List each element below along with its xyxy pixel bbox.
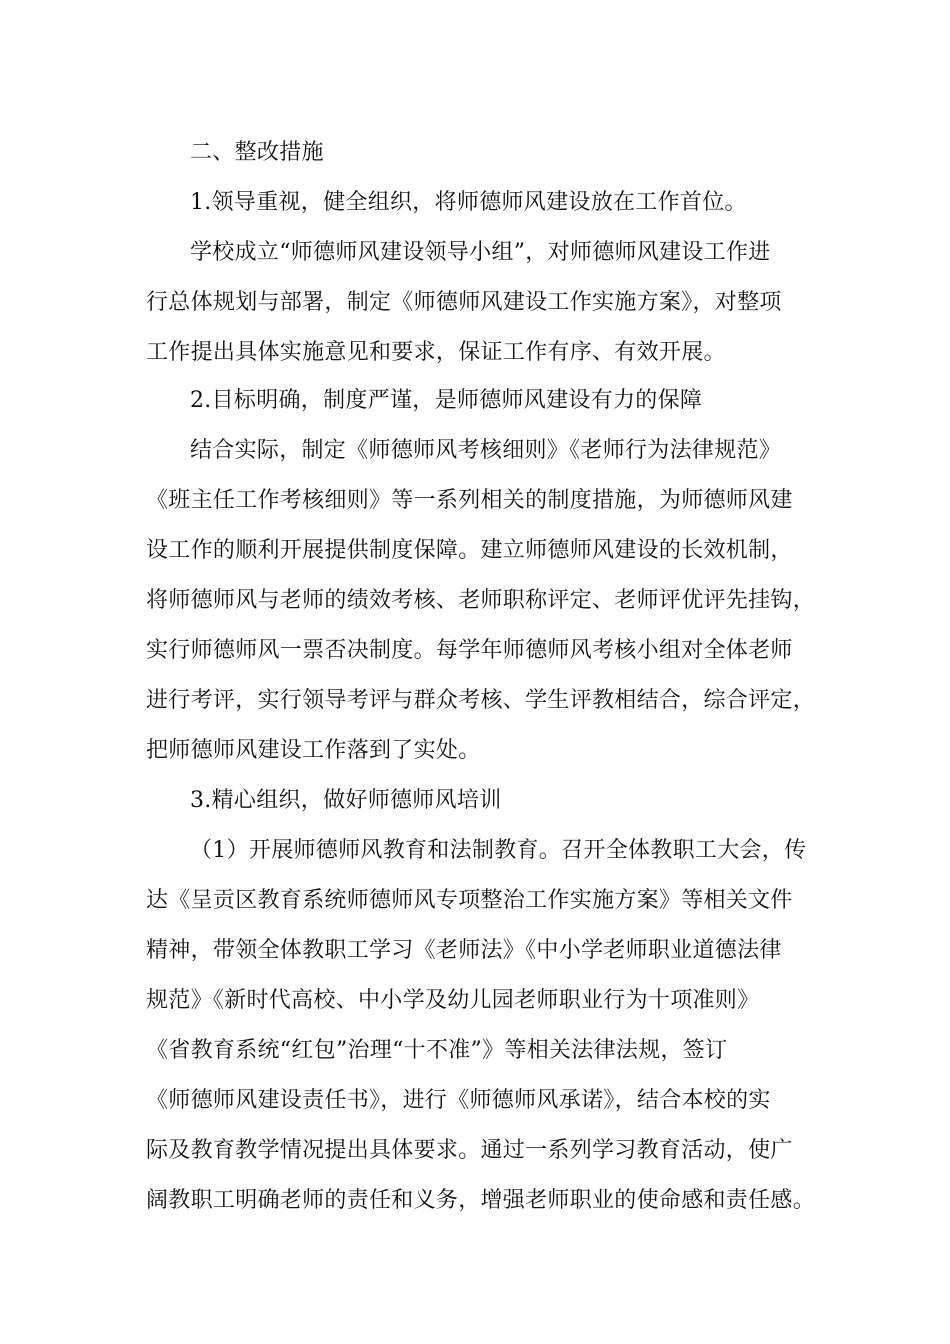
item3-paragraph-line: 规范》《新时代高校、中小学及幼儿园老师职业行为十项准则》 [146, 988, 760, 1013]
item3-heading: 3.精心组织，做好师德师风培训 [190, 788, 502, 813]
item2-paragraph-line: 把师德师风建设工作落到了实处。 [146, 738, 481, 763]
item2-paragraph-line: 将师德师风与老师的绩效考核、老师职称评定、老师评优评先挂钩， [146, 588, 816, 613]
item1-paragraph-line: 工作提出具体实施意见和要求，保证工作有序、有效开展。 [146, 340, 726, 365]
item2-paragraph-line: 实行师德师风一票否决制度。每学年师德师风考核小组对全体老师 [146, 638, 793, 663]
item2-paragraph-line: 《班主任工作考核细则》等一系列相关的制度措施，为师德师风建 [146, 488, 793, 513]
item3-paragraph-line: 阔教职工明确老师的责任和义务，增强老师职业的使命感和责任感。 [146, 1188, 816, 1213]
item3-paragraph-line: 精神，带领全体教职工学习《老师法》《中小学老师职业道德法律 [146, 938, 782, 963]
item3-paragraph-line: 际及教育教学情况提出具体要求。通过一系列学习教育活动，使广 [146, 1138, 793, 1163]
item1-heading: 1.领导重视，健全组织，将师德师风建设放在工作首位。 [190, 190, 747, 215]
item3-paragraph-line: 《师德师风建设责任书》，进行《师德师风承诺》，结合本校的实 [146, 1088, 771, 1113]
item2-paragraph-line: 设工作的顺利开展提供制度保障。建立师德师风建设的长效机制， [146, 538, 793, 563]
section-heading: 二、整改措施 [190, 140, 324, 165]
item1-paragraph-line: 行总体规划与部署，制定《师德师风建设工作实施方案》，对整项 [146, 290, 782, 315]
item3-paragraph-line: 《省教育系统“红包”治理“十不准”》等相关法律法规，签订 [146, 1038, 728, 1063]
item3-paragraph-line: 达《呈贡区教育系统师德师风专项整治工作实施方案》等相关文件 [146, 888, 793, 913]
item3-paragraph-line: （1）开展师德师风教育和法制教育。召开全体教职工大会，传 [190, 838, 807, 863]
item2-paragraph-line: 结合实际，制定《师德师风考核细则》《老师行为法律规范》 [190, 438, 782, 463]
item2-paragraph-line: 进行考评，实行领导考评与群众考核、学生评教相结合，综合评定， [146, 688, 816, 713]
item1-paragraph-line: 学校成立“师德师风建设领导小组”，对师德师风建设工作进 [190, 240, 771, 265]
item2-heading: 2.目标明确，制度严谨，是师德师风建设有力的保障 [190, 388, 703, 413]
